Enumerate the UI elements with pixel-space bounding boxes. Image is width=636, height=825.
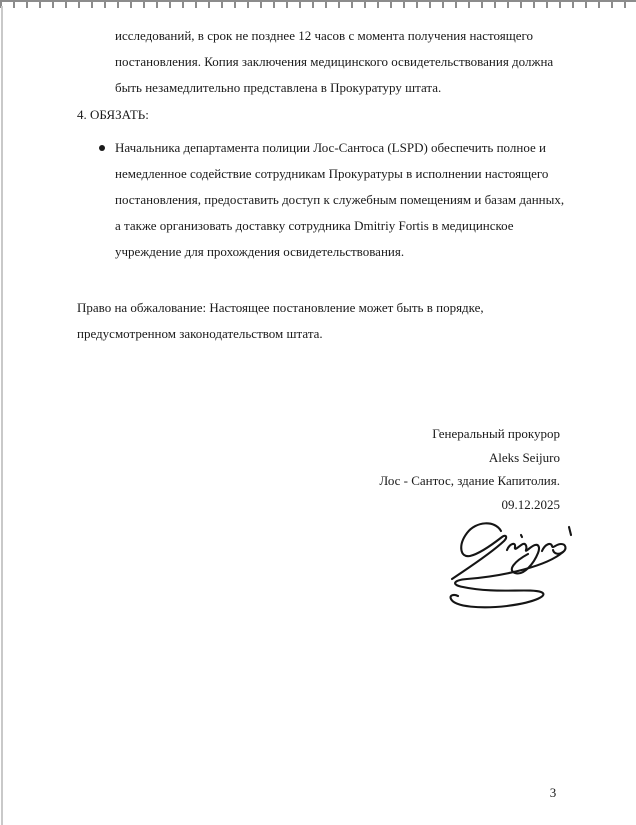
signature-block (160, 422, 560, 516)
bullet-icon (99, 145, 105, 151)
signer-title: Генеральный прокурор (432, 426, 560, 441)
handwritten-signature (443, 518, 595, 613)
continuation-paragraph: исследований, в срок не позднее 12 часов с момента получения настоящего постановления. Копия заключения медицинского освидетельствования должна быть незамедлительно представлена в Прокуратуру штата. (115, 28, 554, 95)
signer-location: Лос - Сантос, здание Капитолия. (379, 473, 560, 488)
page-top-boundary (0, 0, 636, 8)
page-number: 3 (549, 785, 557, 800)
signer-name: Aleks Seijuro (488, 449, 560, 465)
bullet-item-lspd-order: Начальника департамента полиции Лос-Сантоса (LSPD) обеспечить полное и немедленное содействие сотрудникам Прокуратуры в исполнении настоящего постановления, предоставить доступ к служебным помещениям и базам данных, а также организовать доставку сотрудника Dmitriy Fortis в медицинское учреждение для прохождения освидетельствования. (115, 140, 565, 259)
signature-date: 09.12.2025 (501, 496, 560, 512)
section-4-heading: 4. ОБЯЗАТЬ: (77, 107, 149, 122)
appeal-rights-paragraph: Право на обжалование: Настоящее постановление может быть в порядке, предусмотренном законодательством штата. (77, 300, 484, 341)
page-left-edge (1, 6, 3, 825)
